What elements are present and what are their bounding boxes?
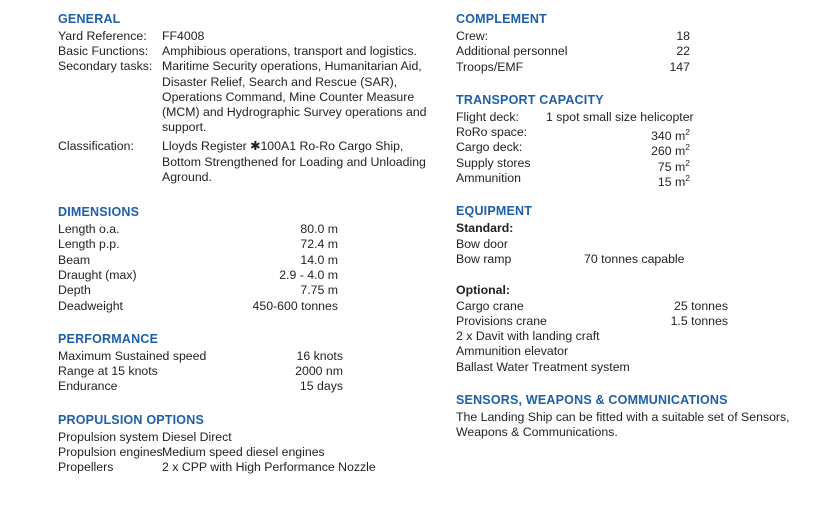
propulsion-value-propellers: 2 x CPP with High Performance Nozzle: [162, 460, 376, 475]
equipment-label-bow-ramp: Bow ramp: [456, 251, 512, 266]
dimensions-value-draught: 2.9 - 4.0 m: [279, 267, 338, 282]
dimensions-value-beam: 14.0 m: [300, 252, 338, 267]
complement-label-crew: Crew:: [456, 29, 489, 43]
general-row-yard-reference: [58, 29, 433, 44]
complement-label-additional-personnel: Additional personnel: [456, 44, 568, 59]
transport-value-roro-space-number: 340 m: [651, 129, 686, 144]
section-general: [58, 12, 433, 185]
dimensions-row-deadweight: [58, 299, 433, 314]
transport-unit-cargo-deck: 2: [685, 142, 690, 153]
section-transport-capacity: [456, 92, 776, 190]
performance-row-max-speed: [58, 349, 433, 364]
equipment-row-davit: [456, 329, 776, 344]
dimensions-label-beam: Beam: [58, 252, 91, 267]
propulsion-label-propellers: Propellers: [58, 460, 114, 475]
transport-value-supply-stores-number: 75 m: [657, 159, 686, 174]
complement-row-troops-emf: [456, 60, 776, 75]
transport-row-roro-space: [456, 125, 776, 144]
complement-row-additional-personnel: [456, 44, 776, 59]
performance-value-range: 2000 nm: [295, 364, 343, 379]
equipment-label-ballast-water: Ballast Water Treatment system: [456, 359, 630, 374]
performance-row-range: [58, 364, 433, 379]
equipment-row-bow-ramp: [456, 252, 776, 267]
equipment-label-davit: 2 x Davit with landing craft: [456, 329, 600, 344]
general-label-secondary-tasks: Secondary tasks:: [58, 59, 153, 74]
equipment-row-provisions-crane: [456, 314, 776, 329]
dimensions-label-depth: Depth: [58, 283, 91, 298]
dimensions-row-depth: [58, 283, 433, 298]
dimensions-value-deadweight: 450-600 tonnes: [252, 298, 338, 313]
equipment-value-bow-ramp: 70 tonnes capable: [584, 251, 685, 266]
equipment-row-bow-door: [456, 237, 776, 252]
complement-value-crew: 18: [676, 29, 690, 43]
equipment-optional-heading: Optional:: [456, 283, 510, 298]
section-performance: [58, 332, 433, 395]
general-label-basic-functions: Basic Functions:: [58, 44, 149, 59]
complement-value-troops-emf: 147: [669, 59, 690, 74]
performance-label-max-speed: Maximum Sustained speed: [58, 348, 207, 363]
transport-unit-roro-space: 2: [685, 127, 690, 138]
general-value-secondary-tasks: Maritime Security operations, Humanitarian Aid, Disaster Relief, Search and Rescue (SAR), Operations Command, Mine Counter Measure (MCM) and Hydrographic Survey operations and support.: [162, 59, 427, 135]
equipment-standard-heading: Standard:: [456, 221, 514, 236]
performance-label-endurance: Endurance: [58, 379, 118, 394]
transport-row-supply-stores: [456, 155, 776, 174]
complement-label-troops-emf: Troops/EMF: [456, 59, 524, 74]
dimensions-label-deadweight: Deadweight: [58, 298, 123, 313]
right-column: [456, 0, 790, 441]
dimensions-label-length-pp: Length p.p.: [58, 237, 120, 252]
equipment-row-cargo-crane: [456, 299, 776, 314]
equipment-row-ammunition-elevator: [456, 344, 776, 359]
equipment-value-provisions-crane: 1.5 tonnes: [670, 313, 728, 328]
section-sensors-title: SENSORS, WEAPONS & COMMUNICATIONS: [456, 393, 728, 408]
general-row-basic-functions: [58, 44, 433, 59]
transport-row-flight-deck: [456, 110, 776, 125]
sensors-body-text: The Landing Ship can be fitted with a suitable set of Sensors, Weapons & Communications.: [456, 410, 790, 440]
propulsion-value-engines: Medium speed diesel engines: [162, 445, 325, 459]
section-dimensions-title: DIMENSIONS: [58, 205, 140, 220]
dimensions-row-draught: [58, 268, 433, 283]
equipment-label-ammunition-elevator: Ammunition elevator: [456, 344, 569, 359]
dimensions-row-length-pp: [58, 237, 433, 252]
complement-row-crew: [456, 29, 776, 44]
transport-unit-ammunition: 2: [685, 173, 690, 184]
equipment-label-provisions-crane: Provisions crane: [456, 313, 547, 328]
general-value-basic-functions: Amphibious operations, transport and logistics.: [162, 44, 417, 59]
performance-value-endurance: 15 days: [299, 379, 343, 394]
complement-value-additional-personnel: 22: [676, 44, 690, 59]
transport-unit-supply-stores: 2: [685, 157, 690, 168]
section-sensors-weapons-communications: [456, 393, 790, 441]
propulsion-value-system: Diesel Direct: [162, 429, 232, 444]
section-complement-title: COMPLEMENT: [456, 12, 547, 26]
performance-value-max-speed: 16 knots: [296, 348, 343, 363]
section-general-title: GENERAL: [58, 12, 121, 26]
section-propulsion-title: PROPULSION OPTIONS: [58, 412, 204, 427]
propulsion-row-propellers: [58, 460, 433, 475]
transport-row-cargo-deck: [456, 140, 776, 159]
equipment-row-ballast-water: [456, 360, 776, 375]
general-row-secondary-tasks: [58, 59, 433, 135]
section-transport-title: TRANSPORT CAPACITY: [456, 92, 604, 107]
dimensions-value-depth: 7.75 m: [300, 283, 338, 298]
section-propulsion-options: [58, 413, 433, 476]
equipment-value-cargo-crane: 25 tonnes: [673, 298, 728, 313]
general-row-classification: [58, 139, 433, 185]
dimensions-label-draught: Draught (max): [58, 267, 137, 282]
transport-value-ammunition: [658, 171, 690, 190]
section-equipment-title: EQUIPMENT: [456, 204, 533, 219]
dimensions-value-length-pp: 72.4 m: [300, 237, 338, 252]
section-dimensions: [58, 205, 433, 314]
dimensions-row-beam: [58, 253, 433, 268]
equipment-optional-label: Optional: [456, 283, 506, 298]
dimensions-label-length-oa: Length o.a.: [58, 222, 120, 237]
general-value-yard-reference: FF4008: [162, 29, 205, 43]
transport-label-roro-space: RoRo space:: [456, 125, 528, 140]
general-label-classification: Classification:: [58, 139, 134, 154]
section-performance-title: PERFORMANCE: [58, 331, 159, 346]
transport-row-ammunition: [456, 171, 776, 190]
transport-label-ammunition: Ammunition: [456, 171, 521, 186]
performance-row-endurance: [58, 379, 433, 394]
equipment-label-cargo-crane: Cargo crane: [456, 298, 524, 313]
performance-label-range: Range at 15 knots: [58, 364, 158, 379]
section-equipment: [456, 204, 776, 375]
dimensions-value-length-oa: 80.0 m: [300, 222, 338, 237]
equipment-label-bow-door: Bow door: [456, 236, 508, 251]
propulsion-label-system: Propulsion system: [58, 429, 159, 444]
general-label-yard-reference: Yard Reference:: [58, 29, 147, 43]
transport-label-cargo-deck: Cargo deck:: [456, 140, 523, 155]
transport-label-flight-deck: Flight deck:: [456, 109, 519, 124]
section-complement: [456, 12, 776, 75]
dimensions-row-length-oa: [58, 222, 433, 237]
propulsion-label-engines: Propulsion engines: [58, 445, 163, 459]
propulsion-row-system: [58, 430, 433, 445]
transport-value-flight-deck: 1 spot small size helicopter: [546, 109, 694, 124]
propulsion-row-engines: [58, 445, 433, 460]
left-column: [58, 0, 433, 476]
transport-value-ammunition-number: 15 m: [657, 175, 686, 190]
transport-value-cargo-deck-number: 260 m: [651, 144, 686, 159]
general-value-classification: Lloyds Register ✱100A1 Ro-Ro Cargo Ship, Bottom Strengthened for Loading and Unloading Aground.: [162, 139, 426, 184]
equipment-standard-label: Standard: [456, 221, 510, 236]
transport-label-supply-stores: Supply stores: [456, 155, 531, 170]
